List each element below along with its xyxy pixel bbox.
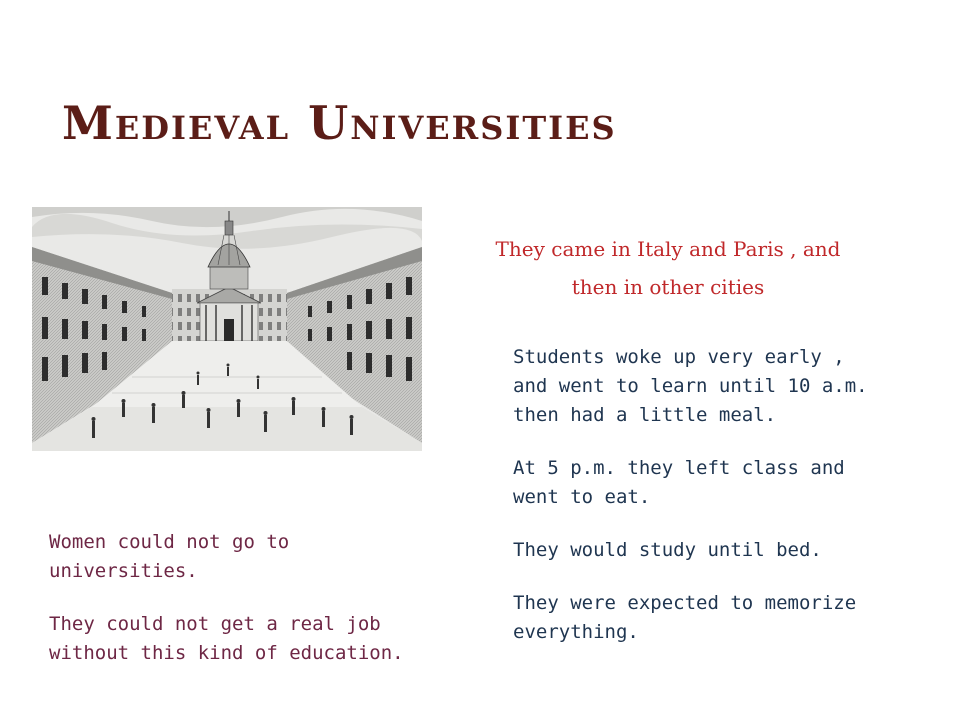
university-engraving-image [32,207,422,451]
slide-title: Medieval Universities [62,96,617,150]
origin-text [448,230,888,306]
origin-line-1: They came in Italy and Paris , and [495,237,841,261]
origin-line-2: then in other cities [571,275,765,299]
student-routine-text [513,343,873,671]
women-paragraph: They could not get a real job without this kind of education. [49,613,404,664]
routine-paragraph: They were expected to memorize everything. [513,592,857,643]
routine-paragraph: They would study until bed. [513,539,822,561]
routine-paragraph: Students woke up very early , and went to learn until 10 a.m. then had a little meal. [513,346,868,426]
women-paragraph: Women could not go to universities. [49,531,290,582]
routine-paragraph: At 5 p.m. they left class and went to eat. [513,457,845,508]
women-text [49,528,429,692]
